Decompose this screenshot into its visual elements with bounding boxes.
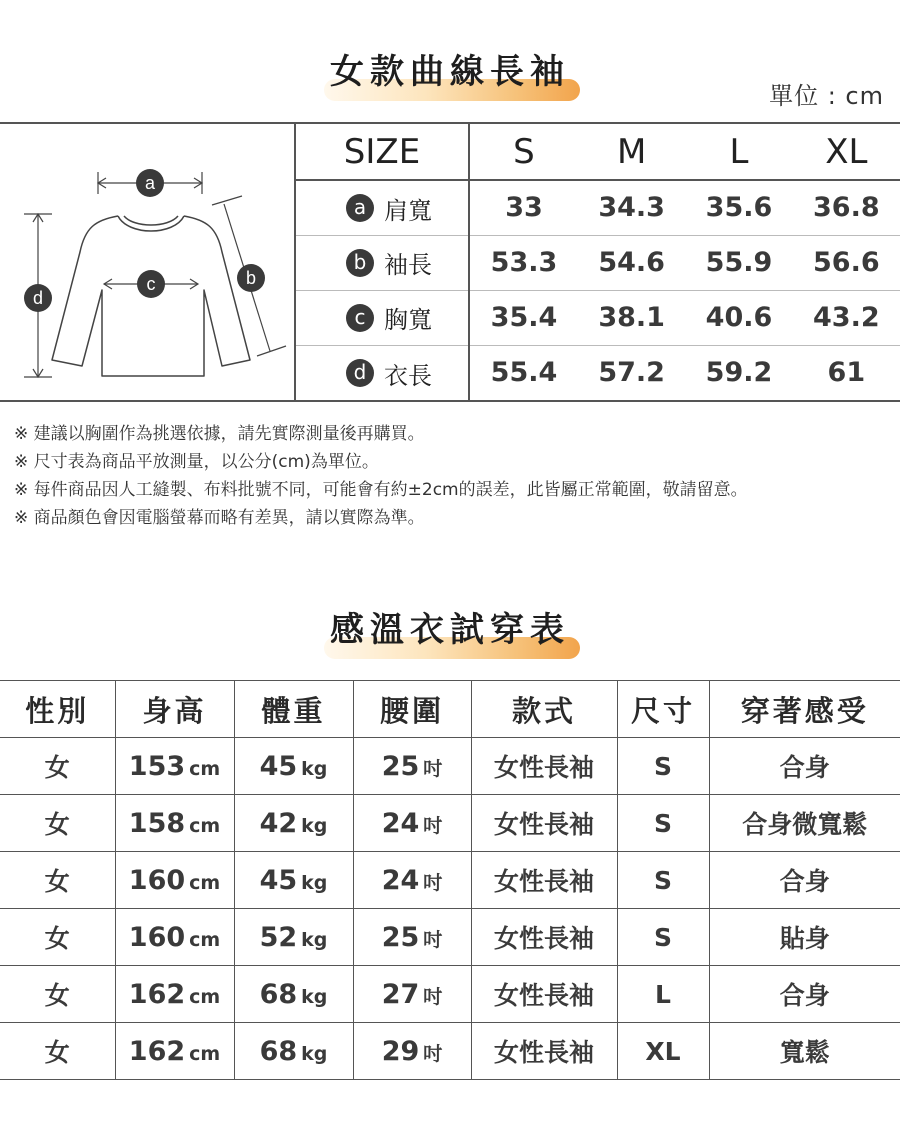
- waist-value: 25: [381, 921, 420, 953]
- size-header-l: L: [685, 124, 792, 180]
- waist-unit: 吋: [423, 1042, 443, 1065]
- waist-cell: [353, 795, 471, 852]
- style-cell: 女性長袖: [471, 966, 617, 1023]
- feel-cell: 寬鬆: [709, 1023, 900, 1080]
- height-unit: cm: [189, 1042, 221, 1065]
- feel-cell: 合身: [709, 738, 900, 795]
- table-row: [0, 852, 900, 909]
- garment-diagram: [0, 124, 296, 400]
- header-size: 尺寸: [617, 681, 709, 738]
- height-value: 162: [128, 978, 186, 1010]
- size-table: [296, 124, 900, 400]
- weight-value: 45: [259, 750, 298, 782]
- badge-a: a: [346, 194, 374, 222]
- unit-label: 單位 : cm: [769, 82, 884, 110]
- table-row: [0, 966, 900, 1023]
- gender-cell: 女: [0, 1023, 115, 1080]
- size-chart-title: 女款曲線長袖: [330, 52, 570, 92]
- waist-cell: [353, 1023, 471, 1080]
- try-on-table: [0, 680, 900, 1080]
- note-item: ※ 建議以胸圍作為挑選依據，請先實際測量後再購買。: [14, 424, 425, 444]
- height-value: 158: [128, 807, 186, 839]
- waist-unit: 吋: [423, 985, 443, 1008]
- weight-value: 52: [259, 921, 298, 953]
- weight-unit: kg: [301, 871, 328, 894]
- badge-d: d: [346, 359, 374, 387]
- shirt-measurement-icon: [0, 124, 296, 400]
- cell-value: 33: [469, 180, 578, 235]
- height-cell: [115, 909, 234, 966]
- height-value: 153: [128, 750, 186, 782]
- size-row-chest: [296, 290, 900, 345]
- height-cell: [115, 1023, 234, 1080]
- weight-cell: [234, 795, 353, 852]
- size-header-row: [296, 124, 900, 180]
- waist-value: 29: [381, 1035, 420, 1067]
- weight-cell: [234, 966, 353, 1023]
- table-row: [0, 909, 900, 966]
- gender-cell: 女: [0, 738, 115, 795]
- size-cell: S: [617, 909, 709, 966]
- header-gender: 性別: [0, 681, 115, 738]
- cell-value: 59.2: [705, 357, 773, 389]
- style-cell: 女性長袖: [471, 852, 617, 909]
- weight-unit: kg: [301, 1042, 328, 1065]
- gender-cell: 女: [0, 909, 115, 966]
- note-item: ※ 商品顏色會因電腦螢幕而略有差異，請以實際為準。: [14, 508, 425, 528]
- row-name: 衣長: [384, 361, 432, 390]
- size-row-length: [296, 345, 900, 400]
- cell-value: 35.4: [469, 290, 578, 345]
- gender-cell: 女: [0, 852, 115, 909]
- row-name: 袖長: [384, 251, 432, 280]
- cell-value: 36.8: [793, 180, 900, 235]
- diagram-label-b: b: [245, 268, 257, 288]
- height-cell: [115, 966, 234, 1023]
- cell-value: 40.6: [685, 290, 792, 345]
- weight-value: 45: [259, 864, 298, 896]
- row-name: 胸寬: [384, 306, 432, 335]
- waist-unit: 吋: [423, 871, 443, 894]
- style-cell: 女性長袖: [471, 1023, 617, 1080]
- table-row: [0, 795, 900, 852]
- try-on-title: 感溫衣試穿表: [330, 610, 570, 650]
- badge-b: b: [346, 249, 374, 277]
- weight-value: 42: [259, 807, 298, 839]
- diagram-label-d: d: [32, 288, 44, 308]
- weight-cell: [234, 909, 353, 966]
- size-header-m: M: [578, 124, 685, 180]
- waist-value: 24: [381, 807, 420, 839]
- table-row: [0, 1023, 900, 1080]
- gender-cell: 女: [0, 795, 115, 852]
- size-cell: S: [617, 852, 709, 909]
- note-item: ※ 尺寸表為商品平放測量，以公分(cm)為單位。: [14, 452, 379, 472]
- size-chart-title-block: [0, 44, 900, 93]
- cell-value: 55.4: [490, 357, 558, 389]
- size-cell: L: [617, 966, 709, 1023]
- waist-unit: 吋: [423, 814, 443, 837]
- cell-value: 43.2: [793, 290, 900, 345]
- table-row: [0, 738, 900, 795]
- feel-cell: 合身微寬鬆: [709, 795, 900, 852]
- size-header-s: S: [469, 124, 578, 180]
- height-cell: [115, 795, 234, 852]
- cell-value: 53.3: [469, 235, 578, 290]
- size-chart: [0, 122, 900, 402]
- try-on-header-row: [0, 681, 900, 738]
- style-cell: 女性長袖: [471, 795, 617, 852]
- header-weight: 體重: [234, 681, 353, 738]
- weight-value: 68: [259, 978, 298, 1010]
- weight-cell: [234, 738, 353, 795]
- notes: [14, 420, 748, 532]
- cell-value: 61: [827, 357, 866, 389]
- feel-cell: 合身: [709, 966, 900, 1023]
- cell-value: 56.6: [793, 235, 900, 290]
- waist-unit: 吋: [423, 928, 443, 951]
- size-header-xl: XL: [793, 124, 900, 180]
- size-cell: XL: [617, 1023, 709, 1080]
- cell-value: 57.2: [598, 357, 665, 389]
- height-unit: cm: [189, 871, 221, 894]
- cell-value: 55.9: [685, 235, 792, 290]
- gender-cell: 女: [0, 966, 115, 1023]
- badge-c: c: [346, 304, 374, 332]
- row-name: 肩寬: [384, 196, 432, 225]
- diagram-label-a: a: [144, 173, 156, 193]
- height-unit: cm: [189, 928, 221, 951]
- diagram-badges: [24, 169, 265, 312]
- waist-cell: [353, 852, 471, 909]
- row-label: [296, 290, 469, 345]
- cell-value: 38.1: [578, 290, 685, 345]
- height-unit: cm: [189, 814, 221, 837]
- weight-cell: [234, 1023, 353, 1080]
- row-label: [296, 235, 469, 290]
- weight-value: 68: [259, 1035, 298, 1067]
- row-label: [296, 180, 469, 235]
- height-cell: [115, 852, 234, 909]
- row-label: [296, 345, 469, 400]
- size-row-sleeve: [296, 235, 900, 290]
- waist-value: 27: [381, 978, 420, 1010]
- header-waist: 腰圍: [353, 681, 471, 738]
- size-cell: S: [617, 738, 709, 795]
- feel-cell: 貼身: [709, 909, 900, 966]
- waist-cell: [353, 738, 471, 795]
- weight-unit: kg: [301, 814, 328, 837]
- feel-cell: 合身: [709, 852, 900, 909]
- waist-value: 25: [381, 750, 420, 782]
- header-height: 身高: [115, 681, 234, 738]
- note-item: ※ 每件商品因人工縫製、布料批號不同，可能會有約±2cm的誤差，此皆屬正常範圍，敬請留意。: [14, 480, 748, 500]
- height-value: 162: [128, 1035, 186, 1067]
- waist-cell: [353, 909, 471, 966]
- waist-value: 24: [381, 864, 420, 896]
- diagram-label-c: c: [146, 274, 156, 294]
- cell-value: 35.6: [685, 180, 792, 235]
- weight-cell: [234, 852, 353, 909]
- weight-unit: kg: [301, 757, 328, 780]
- size-row-shoulder: [296, 180, 900, 235]
- waist-cell: [353, 966, 471, 1023]
- try-on-title-block: [0, 602, 900, 651]
- weight-unit: kg: [301, 928, 328, 951]
- height-unit: cm: [189, 985, 221, 1008]
- header-style: 款式: [471, 681, 617, 738]
- header-feel: 穿著感受: [709, 681, 900, 738]
- waist-unit: 吋: [423, 757, 443, 780]
- height-value: 160: [128, 864, 186, 896]
- height-unit: cm: [189, 757, 221, 780]
- weight-unit: kg: [301, 985, 328, 1008]
- style-cell: 女性長袖: [471, 909, 617, 966]
- height-value: 160: [128, 921, 186, 953]
- size-header-label: SIZE: [296, 124, 469, 180]
- height-cell: [115, 738, 234, 795]
- style-cell: 女性長袖: [471, 738, 617, 795]
- size-cell: S: [617, 795, 709, 852]
- cell-value: 34.3: [578, 180, 685, 235]
- cell-value: 54.6: [578, 235, 685, 290]
